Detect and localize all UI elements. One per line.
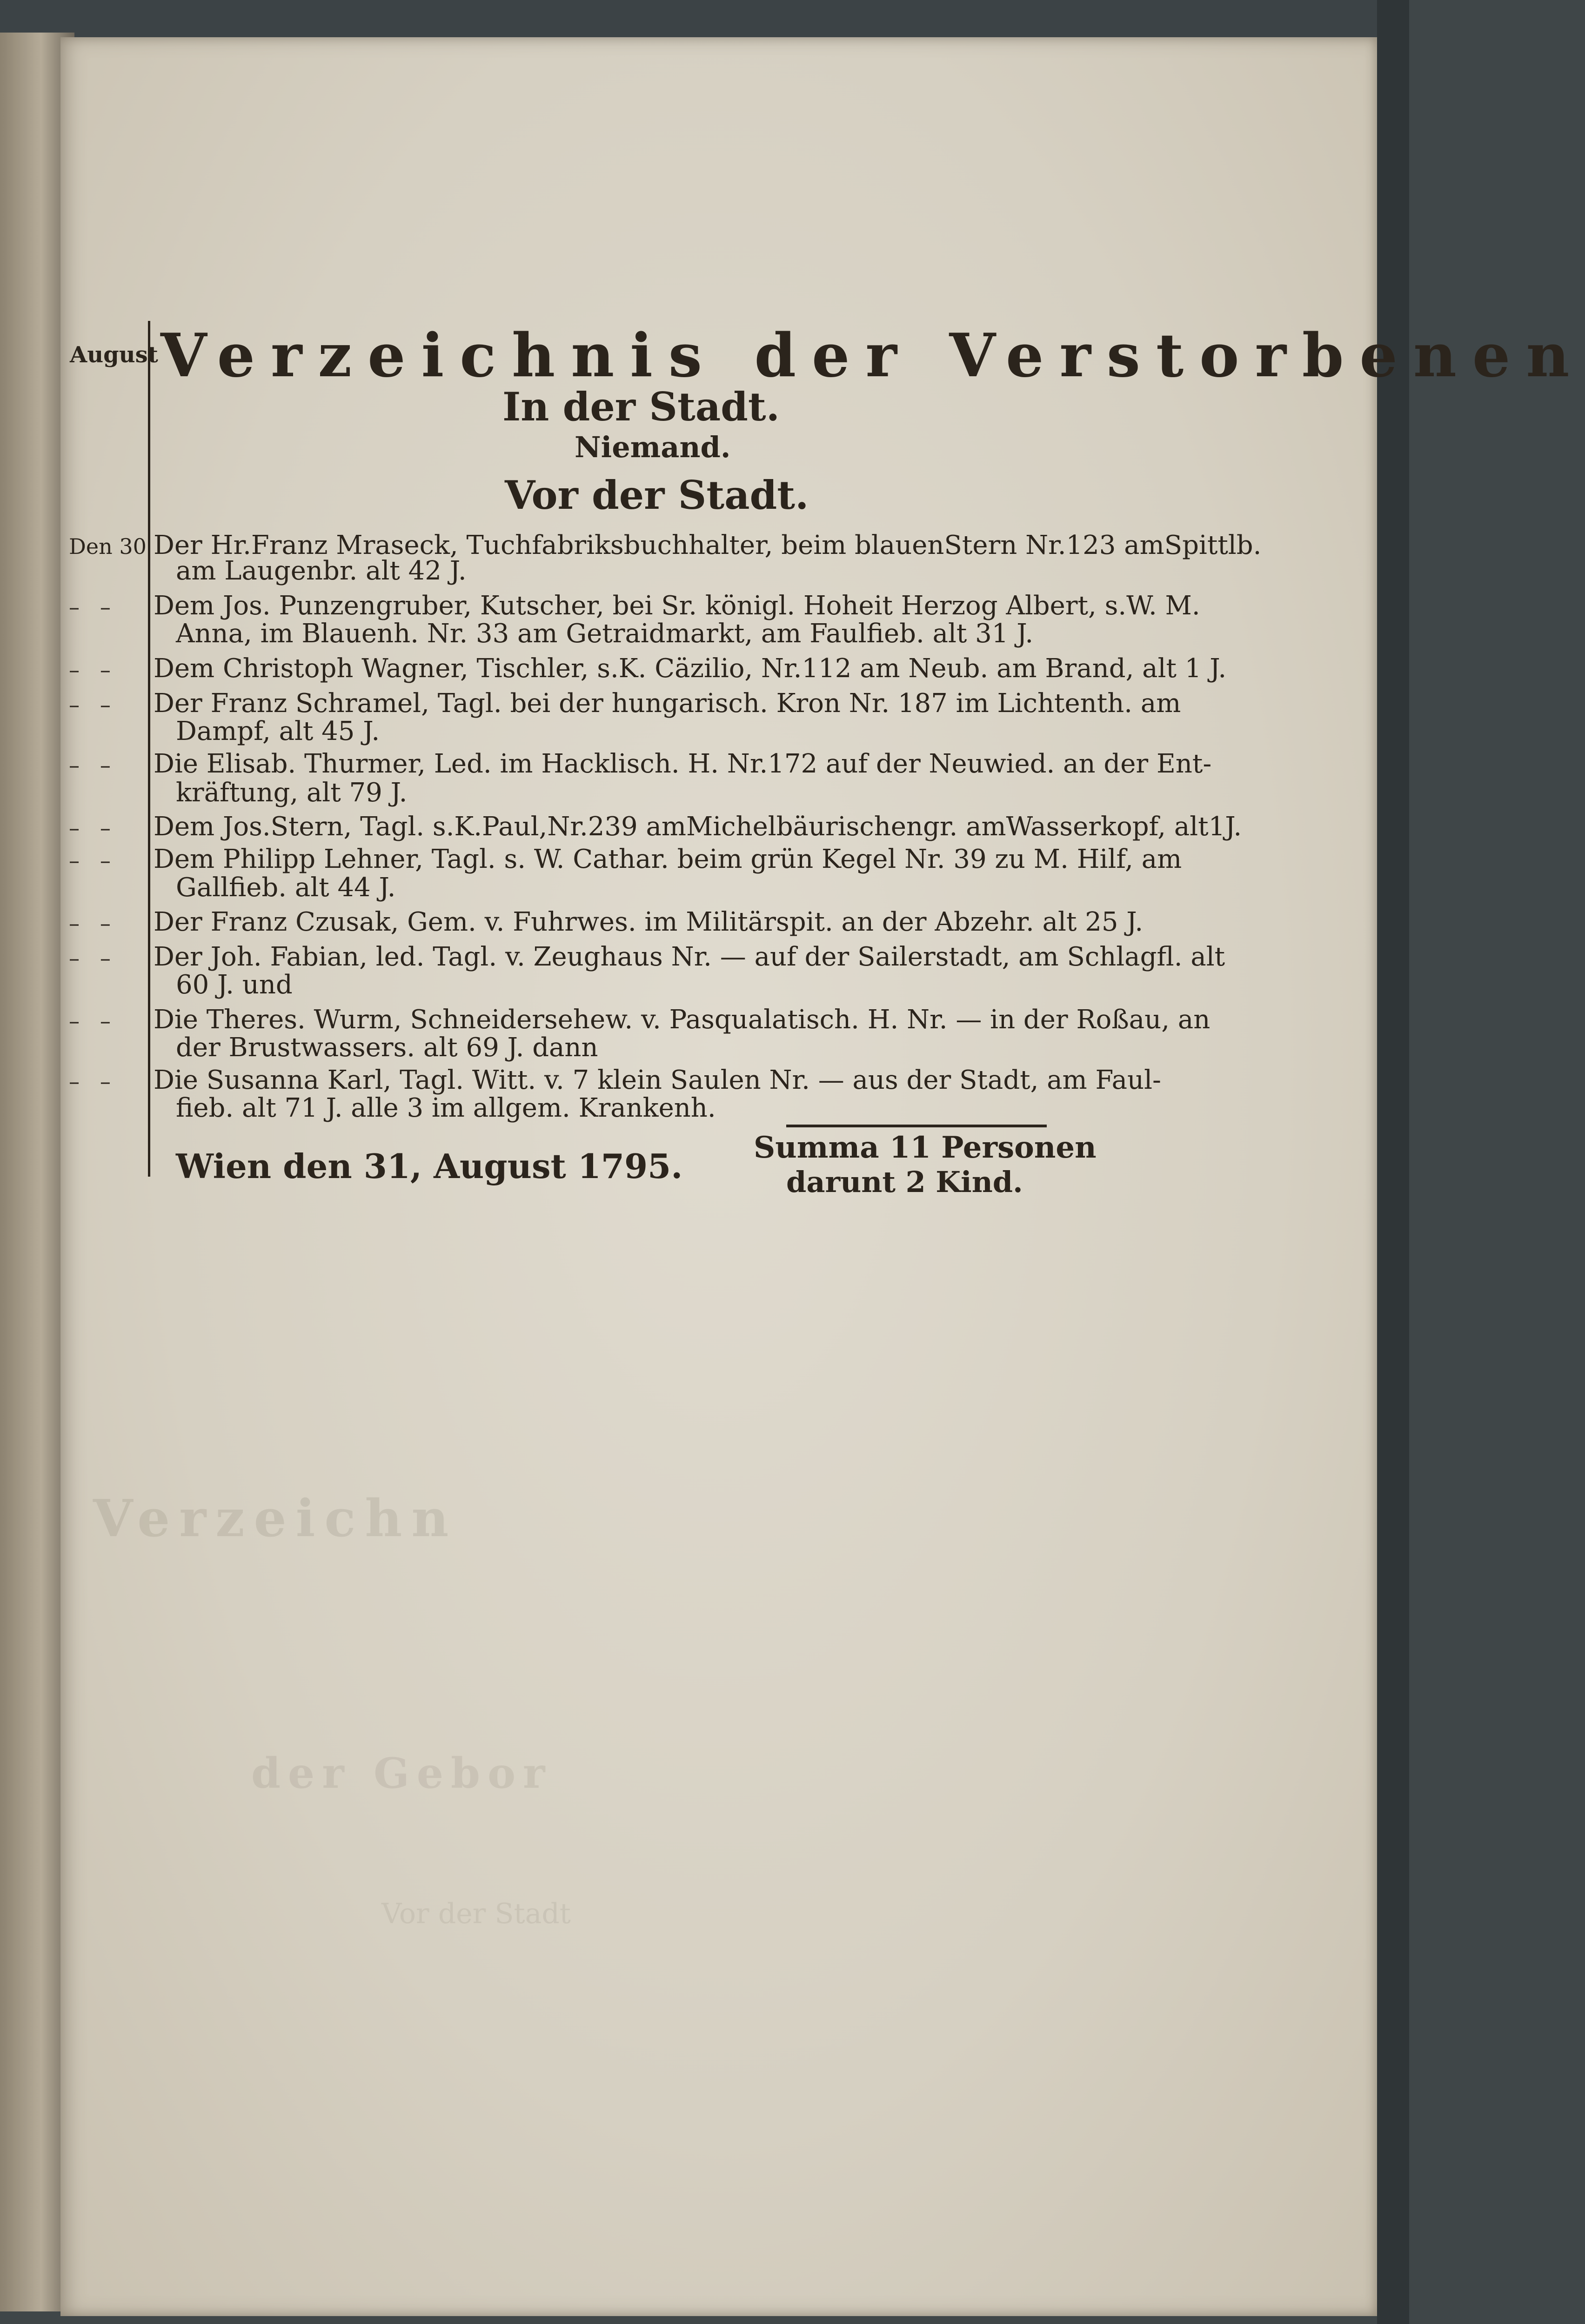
summa-children: darunt 2 Kind.	[786, 1165, 1023, 1199]
city-heading: In der Stadt.	[502, 384, 780, 430]
summa-total: Summa 11 Personen	[754, 1130, 1097, 1165]
scanner-frame-top	[0, 0, 1409, 37]
entry-line: Anna, im Blauenh. Nr. 33 am Getraidmarkt, am Faulfieb. alt 31 J.	[176, 619, 1034, 649]
entry-line: Dem Philipp Lehner, Tagl. s. W. Cathar. beim grün Kegel Nr. 39 zu M. Hilf, am	[154, 844, 1182, 874]
entry-line: Der Franz Schramel, Tagl. bei der hungarisch. Kron Nr. 187 im Lichtenth. am	[154, 688, 1181, 719]
entry-line: am Laugenbr. alt 42 J.	[176, 556, 467, 586]
suburb-heading: Vor der Stadt.	[505, 472, 809, 518]
signature-date: Wien den 31, August 1795.	[176, 1146, 683, 1186]
summa-rule	[786, 1125, 1047, 1127]
entry-date: – –	[69, 1008, 111, 1033]
entry-line: Der Joh. Fabian, led. Tagl. v. Zeughaus Nr. — auf der Sailerstadt, am Schlagfl. alt	[154, 942, 1225, 972]
entry-line: Die Theres. Wurm, Schneidersehew. v. Pasqualatisch. H. Nr. — in der Roßau, an	[154, 1005, 1210, 1035]
margin-rule	[148, 321, 150, 1177]
entry-date: – –	[69, 752, 111, 778]
entry-line: Gallfieb. alt 44 J.	[176, 872, 396, 903]
entry-date: Den 30	[69, 534, 147, 559]
entry-date: – –	[69, 911, 111, 936]
entry-date: – –	[69, 692, 111, 717]
entry-date: – –	[69, 657, 111, 682]
entry-line: 60 J. und	[176, 970, 293, 1000]
entry-line: Dem Christoph Wagner, Tischler, s.K. Cäzilio, Nr.112 am Neub. am Brand, alt 1 J.	[154, 653, 1227, 684]
month-label: August	[70, 342, 158, 368]
city-none-text: Niemand.	[575, 430, 731, 464]
entry-date: – –	[69, 848, 111, 873]
bleed-through-text: Vor der Stadt	[381, 1898, 571, 1930]
entry-line: Die Susanna Karl, Tagl. Witt. v. 7 klein Saulen Nr. — aus der Stadt, am Faul-	[154, 1065, 1161, 1095]
page-title: Verzeichnis der Verstorbenen	[161, 321, 1585, 391]
bleed-through-text: der Gebor	[251, 1749, 553, 1798]
entry-line: fieb. alt 71 J. alle 3 im allgem. Krankenh.	[176, 1093, 716, 1123]
entry-date: – –	[69, 594, 111, 619]
entry-date: – –	[69, 946, 111, 971]
entry-line: Die Elisab. Thurmer, Led. im Hacklisch. H. Nr.172 auf der Neuwied. an der Ent-	[154, 749, 1212, 779]
entry-line: Der Hr.Franz Mraseck, Tuchfabriksbuchhalter, beim blauenStern Nr.123 amSpittlb.	[154, 530, 1262, 560]
entry-line: Dem Jos.Stern, Tagl. s.K.Paul,Nr.239 amMichelbäurischengr. amWasserkopf, alt1J.	[154, 812, 1242, 842]
entry-date: – –	[69, 1069, 111, 1094]
entry-line: Dem Jos. Punzengruber, Kutscher, bei Sr. königl. Hoheit Herzog Albert, s.W. M.	[154, 591, 1200, 621]
entry-date: – –	[69, 815, 111, 840]
bleed-through-text: Verzeichn	[93, 1488, 458, 1548]
entry-line: kräftung, alt 79 J.	[176, 778, 408, 808]
entry-line: Der Franz Czusak, Gem. v. Fuhrwes. im Militärspit. an der Abzehr. alt 25 J.	[154, 907, 1144, 937]
entry-line: Dampf, alt 45 J.	[176, 716, 380, 746]
entry-line: der Brustwassers. alt 69 J. dann	[176, 1032, 598, 1063]
